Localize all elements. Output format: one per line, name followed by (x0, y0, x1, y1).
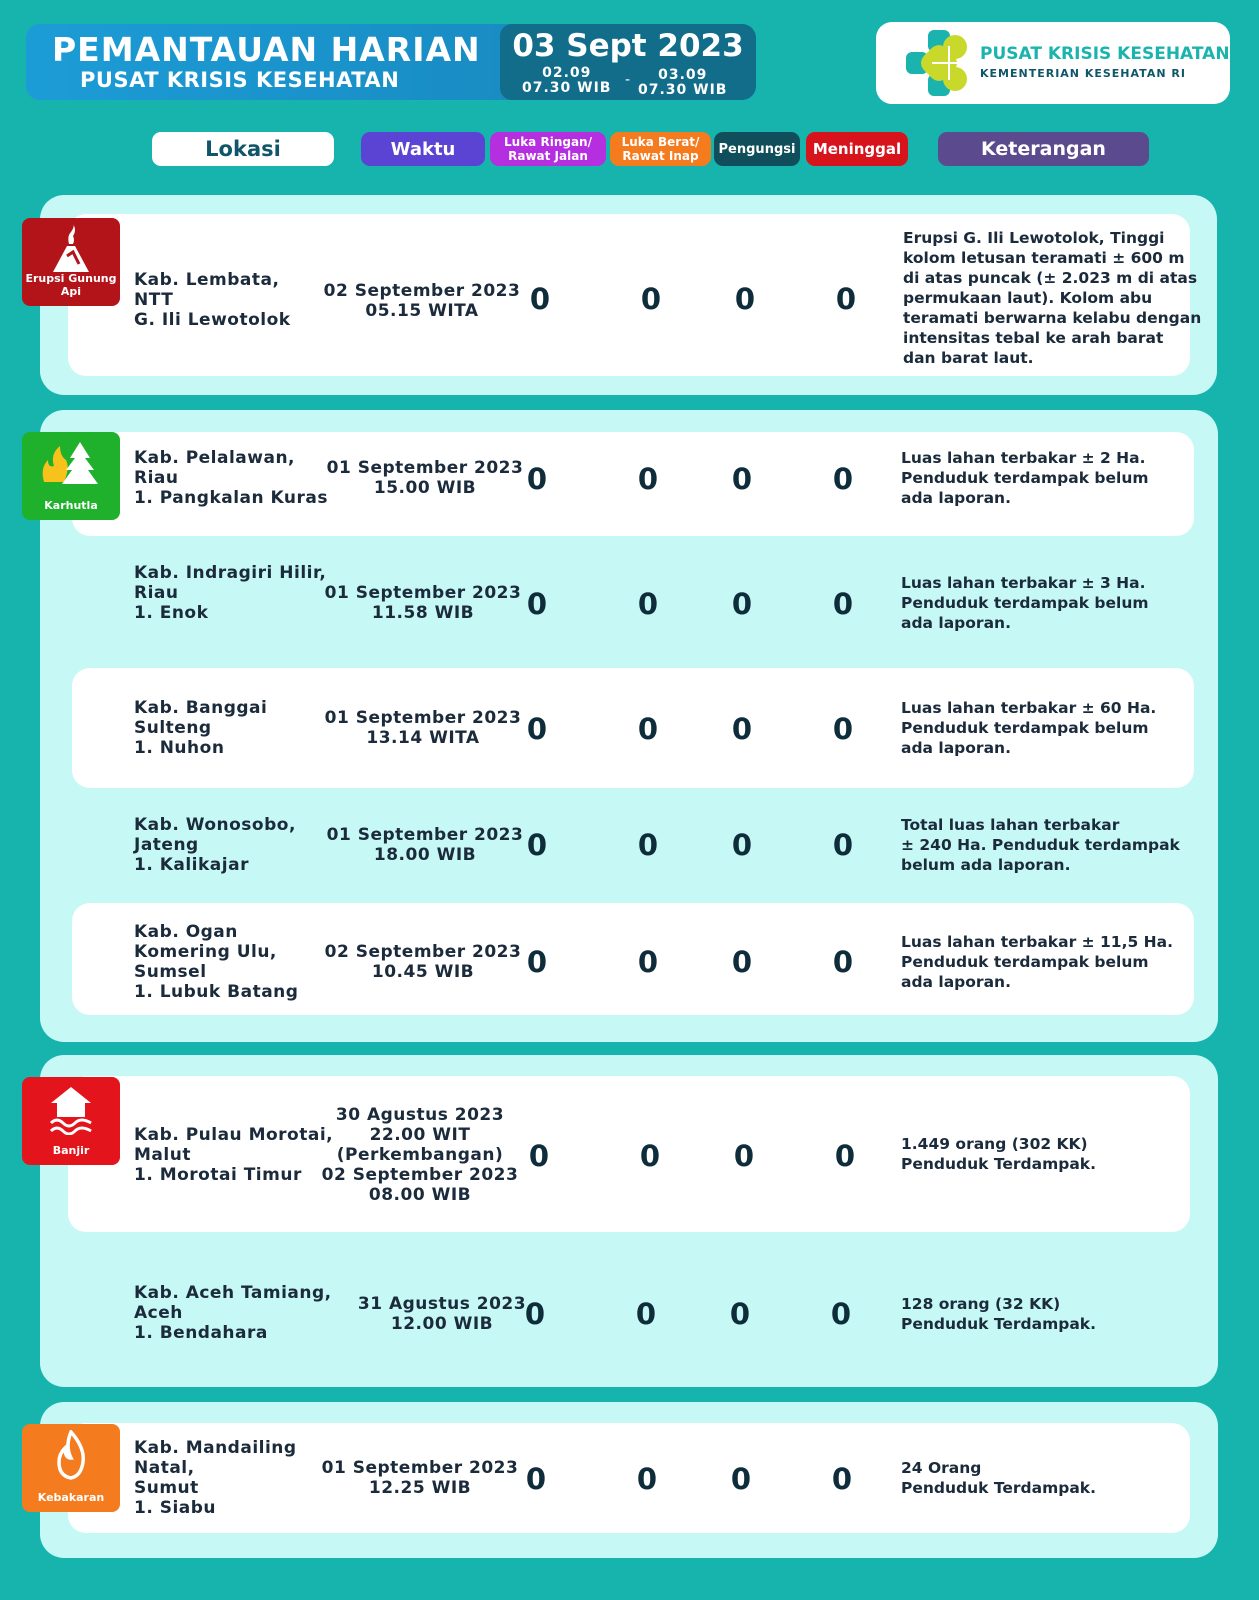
row-note-line: Erupsi G. Ili Lewotolok, Tinggi (903, 229, 1165, 247)
volcano-icon (51, 224, 91, 274)
row-location (134, 270, 291, 330)
badge-erupsi (22, 218, 120, 306)
row-count-luka-berat: 0 (639, 1139, 661, 1173)
logo-name: PUSAT KRISIS KESEHATAN (980, 44, 1230, 64)
range-end-time: 07.30 WIB (638, 82, 728, 98)
row-location-line: 1. Siabu (134, 1498, 217, 1518)
row-time-line: 01 September 2023 (324, 583, 522, 603)
row-location (134, 1125, 333, 1185)
row-location-line: G. Ili Lewotolok (134, 310, 291, 330)
row-count-meninggal: 0 (831, 1462, 853, 1496)
row-count-luka-berat: 0 (637, 587, 659, 621)
row-location-line: Riau (134, 468, 179, 488)
logo-org: KEMENTERIAN KESEHATAN RI (980, 67, 1186, 80)
row-note (903, 228, 1201, 368)
row-location-line: Kab. Banggai (134, 698, 268, 718)
row-location-line: 1. Morotai Timur (134, 1165, 302, 1185)
page-subtitle: PUSAT KRISIS KESEHATAN (80, 68, 400, 92)
row-count-meninggal: 0 (832, 712, 854, 746)
row-time-line: 18.00 WIB (373, 845, 477, 865)
row-note-line: Luas lahan terbakar ± 3 Ha. (901, 574, 1146, 592)
row-note-line: intensitas tebal ke arah barat (903, 329, 1164, 347)
row-location (134, 815, 296, 875)
row-location-line: Kab. Indragiri Hilir, (134, 563, 327, 583)
col-pengungsi: Pengungsi (714, 132, 800, 166)
pkk-logo-icon (906, 30, 972, 96)
row-time-line: 22.00 WIT (369, 1125, 471, 1145)
badge-kebakaran (22, 1424, 120, 1512)
row-note (901, 448, 1149, 508)
row-location-line: Sulteng (134, 718, 212, 738)
col-luka-berat-line2: Rawat Inap (622, 149, 699, 163)
row-count-luka-ringan: 0 (526, 587, 548, 621)
row-note-line: 128 orang (32 KK) (901, 1295, 1061, 1313)
col-luka-ringan (490, 132, 606, 166)
row-time (323, 583, 523, 623)
report-date-box (500, 24, 756, 100)
row-note-line: ada laporan. (901, 614, 1011, 632)
row-note-line: kolom letusan teramati ± 600 m (903, 249, 1185, 267)
logo-card (876, 22, 1230, 104)
row-location (134, 922, 298, 1002)
row-time-line: 01 September 2023 (321, 1458, 519, 1478)
row-count-luka-ringan: 0 (526, 462, 548, 496)
row-location-line: Riau (134, 583, 179, 603)
row-location-line: Sumut (134, 1478, 199, 1498)
row-count-pengungsi: 0 (729, 1297, 751, 1331)
row-time-line: 08.00 WIB (368, 1185, 472, 1205)
row-time-line: 01 September 2023 (324, 708, 522, 728)
col-luka-berat-line1: Luka Berat/ (621, 135, 700, 149)
row-note-line: dan barat laut. (903, 349, 1034, 367)
page-title: PEMANTAUAN HARIAN (52, 30, 481, 69)
row-location-line: Komering Ulu, (134, 942, 277, 962)
badge-erupsi-label (22, 272, 120, 298)
col-luka-ringan-line1: Luka Ringan/ (504, 135, 592, 149)
row-count-pengungsi: 0 (731, 587, 753, 621)
row-note-line: 1.449 orang (302 KK) (901, 1135, 1088, 1153)
row-note-line: permukaan laut). Kolom abu (903, 289, 1153, 307)
row-time-line: 13.14 WITA (366, 728, 480, 748)
row-time (323, 942, 523, 982)
row-time-line: 01 September 2023 (326, 458, 524, 478)
row-time-line: 02 September 2023 (321, 1165, 519, 1185)
row-location (134, 698, 267, 758)
row-count-meninggal: 0 (830, 1297, 852, 1331)
row-note (901, 1134, 1096, 1174)
report-date: 03 Sept 2023 (512, 28, 744, 64)
row-count-luka-ringan: 0 (524, 1297, 546, 1331)
row-time-line: 15.00 WIB (373, 478, 477, 498)
row-location-line: Kab. Aceh Tamiang, (134, 1283, 332, 1303)
row-note-line: ada laporan. (901, 739, 1011, 757)
row-location (134, 448, 328, 508)
row-note (901, 815, 1180, 875)
row-note (901, 573, 1149, 633)
row-count-pengungsi: 0 (730, 1462, 752, 1496)
row-note-line: di atas puncak (± 2.023 m di atas (903, 269, 1198, 287)
row-location-line: Jateng (134, 835, 199, 855)
badge-erupsi-line1: Erupsi Gunung (25, 272, 117, 285)
col-lokasi: Lokasi (152, 132, 334, 166)
badge-banjir-label: Banjir (52, 1144, 90, 1157)
row-note (901, 1294, 1096, 1334)
col-waktu: Waktu (361, 132, 485, 166)
row-location-line: 1. Bendahara (134, 1323, 268, 1343)
badge-karhutla (22, 432, 120, 520)
col-luka-ringan-line2: Rawat Jalan (508, 149, 588, 163)
col-meninggal: Meninggal (806, 132, 908, 166)
row-note (901, 932, 1173, 992)
row-location-line: 1. Nuhon (134, 738, 225, 758)
row-count-meninggal: 0 (832, 828, 854, 862)
row-count-luka-ringan: 0 (526, 828, 548, 862)
row-time-line: (Perkembangan) (336, 1145, 504, 1165)
row-count-luka-ringan: 0 (526, 945, 548, 979)
row-count-meninggal: 0 (832, 945, 854, 979)
col-keterangan: Keterangan (938, 132, 1149, 166)
row-time-line: 02 September 2023 (324, 942, 522, 962)
row-count-meninggal: 0 (832, 587, 854, 621)
row-note-line: Penduduk Terdampak. (901, 1155, 1096, 1173)
row-count-meninggal: 0 (834, 1139, 856, 1173)
row-count-luka-ringan: 0 (526, 712, 548, 746)
range-end-date: 03.09 (658, 67, 708, 83)
flood-house-icon (49, 1083, 93, 1135)
row-count-pengungsi: 0 (731, 945, 753, 979)
row-location-line: Aceh (134, 1303, 183, 1323)
row-count-luka-berat: 0 (635, 1297, 657, 1331)
row-note-line: Penduduk terdampak belum (901, 719, 1149, 737)
range-start-time: 07.30 WIB (522, 80, 612, 96)
badge-karhutla-label: Karhutla (44, 499, 98, 512)
badge-banjir (22, 1077, 120, 1165)
range-end (638, 68, 727, 98)
row-note-line: Penduduk Terdampak. (901, 1479, 1096, 1497)
row-count-pengungsi: 0 (733, 1139, 755, 1173)
row-count-luka-ringan: 0 (529, 282, 551, 316)
row-time (325, 458, 525, 498)
row-count-luka-berat: 0 (637, 828, 659, 862)
row-count-luka-berat: 0 (637, 462, 659, 496)
row-location (134, 1283, 332, 1343)
row-note-line: ada laporan. (901, 973, 1011, 991)
col-luka-berat (610, 132, 711, 166)
row-time-line: 02 September 2023 (323, 281, 521, 301)
row-count-pengungsi: 0 (734, 282, 756, 316)
row-time (325, 825, 525, 865)
row-location-line: Kab. Pelalawan, (134, 448, 296, 468)
row-note-line: Luas lahan terbakar ± 11,5 Ha. (901, 933, 1173, 951)
row-note-line: Luas lahan terbakar ± 60 Ha. (901, 699, 1157, 717)
row-location-line: Sumsel (134, 962, 207, 982)
row-count-luka-berat: 0 (637, 712, 659, 746)
row-count-luka-berat: 0 (636, 1462, 658, 1496)
row-note-line: ± 240 Ha. Penduduk terdampak (901, 836, 1180, 854)
row-note-line: Luas lahan terbakar ± 2 Ha. (901, 449, 1146, 467)
row-note-line: Penduduk Terdampak. (901, 1315, 1096, 1333)
row-location-line: 1. Lubuk Batang (134, 982, 299, 1002)
row-location-line: Malut (134, 1145, 191, 1165)
row-location-line: 1. Pangkalan Kuras (134, 488, 328, 508)
row-location-line: Kab. Mandailing (134, 1438, 297, 1458)
row-note (901, 1458, 1096, 1498)
header-banner (26, 24, 756, 100)
row-location (134, 1438, 297, 1518)
row-location-line: Kab. Lembata, (134, 270, 280, 290)
row-time-line: 05.15 WITA (365, 301, 479, 321)
row-time-line: 01 September 2023 (326, 825, 524, 845)
row-count-luka-ringan: 0 (528, 1139, 550, 1173)
row-time-line: 12.00 WIB (390, 1314, 494, 1334)
row-count-luka-berat: 0 (637, 945, 659, 979)
row-count-pengungsi: 0 (731, 712, 753, 746)
row-location-line: Kab. Pulau Morotai, (134, 1125, 334, 1145)
row-note-line: Penduduk terdampak belum (901, 469, 1149, 487)
row-note-line: Penduduk terdampak belum (901, 594, 1149, 612)
row-time-line: 12.25 WIB (368, 1478, 472, 1498)
row-location-line: Kab. Wonosobo, (134, 815, 296, 835)
row-note-line: Total luas lahan terbakar (901, 816, 1120, 834)
row-note (901, 698, 1156, 758)
row-count-luka-berat: 0 (640, 282, 662, 316)
row-time (342, 1294, 542, 1334)
row-time-line: 11.58 WIB (371, 603, 475, 623)
range-start-date: 02.09 (542, 65, 592, 81)
row-note-line: belum ada laporan. (901, 856, 1071, 874)
row-time (320, 1105, 520, 1205)
row-location-line: 1. Enok (134, 603, 209, 623)
row-location-line: 1. Kalikajar (134, 855, 249, 875)
row-count-meninggal: 0 (835, 282, 857, 316)
row-location (134, 563, 326, 623)
fire-icon (51, 1430, 91, 1480)
row-time-line: 30 Agustus 2023 (335, 1105, 505, 1125)
row-location-line: Natal, (134, 1458, 195, 1478)
row-location-line: Kab. Ogan (134, 922, 238, 942)
badge-erupsi-line2: Api (60, 285, 82, 298)
range-start (522, 66, 611, 96)
forest-fire-icon (40, 438, 102, 488)
row-time (323, 708, 523, 748)
range-separator: - (625, 72, 631, 88)
badge-kebakaran-label: Kebakaran (37, 1491, 105, 1504)
row-time-line: 10.45 WIB (371, 962, 475, 982)
row-note-line: Penduduk terdampak belum (901, 953, 1149, 971)
row-time (322, 281, 522, 321)
row-note-line: 24 Orang (901, 1459, 982, 1477)
row-time (320, 1458, 520, 1498)
row-location-line: NTT (134, 290, 174, 310)
row-count-pengungsi: 0 (731, 828, 753, 862)
row-time-line: 31 Agustus 2023 (357, 1294, 527, 1314)
row-note-line: ada laporan. (901, 489, 1011, 507)
row-note-line: teramati berwarna kelabu dengan (903, 309, 1202, 327)
row-count-luka-ringan: 0 (525, 1462, 547, 1496)
row-count-meninggal: 0 (832, 462, 854, 496)
row-count-pengungsi: 0 (731, 462, 753, 496)
